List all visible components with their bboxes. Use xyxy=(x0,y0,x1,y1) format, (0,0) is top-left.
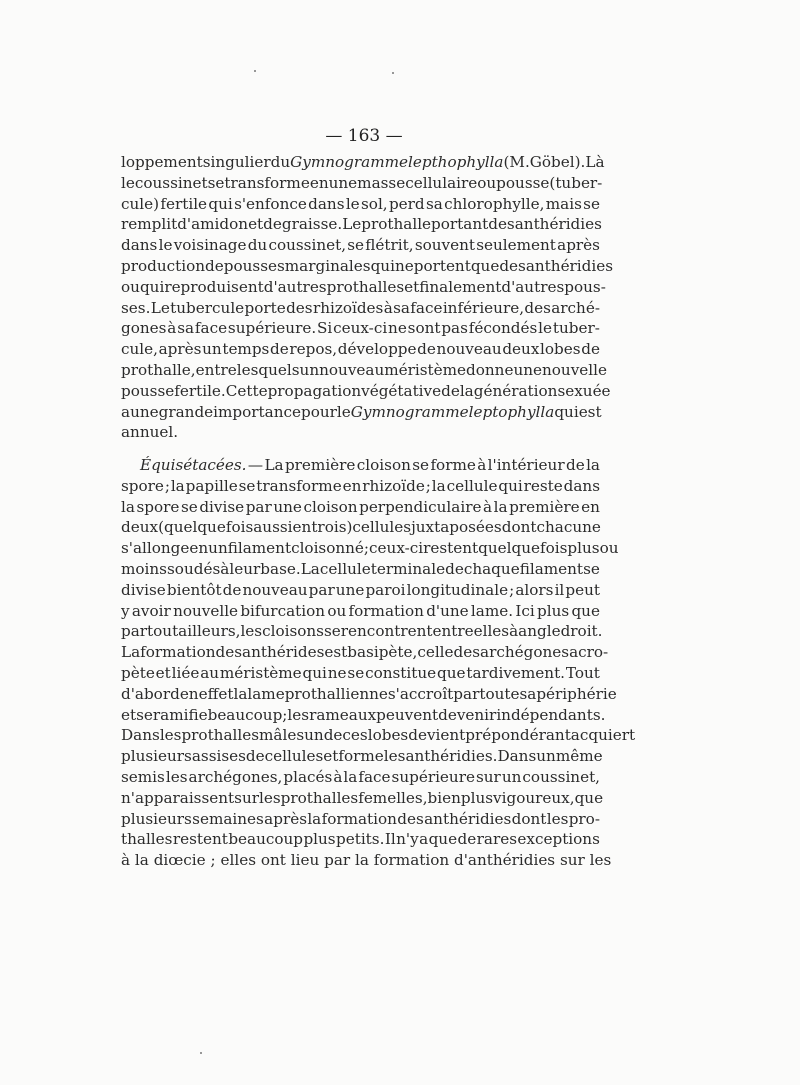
text-line: cule, après un temps de repos, développe de nouveau deux lobes de xyxy=(121,340,600,359)
text-line: la spore se divise par une cloison perpendiculaire à la première en xyxy=(121,497,600,516)
text-line: partout ailleurs, les cloisons se rencontrent entre elles à angle droit. xyxy=(121,622,603,641)
scan-speck xyxy=(254,70,256,72)
text-line: production de pousses marginales qui ne portent que des anthéridies xyxy=(121,256,614,275)
text-line: à la diœcie ; elles ont lieu par la formation d'anthéridies sur les xyxy=(121,851,612,870)
text-line: moins soudés à leur base. La cellule terminale de chaque filament se xyxy=(121,559,600,578)
scan-speck xyxy=(200,1052,202,1054)
text-line: divise bientôt de nouveau par une paroi longitudinale ; alors il peut xyxy=(121,580,600,599)
text-line: pète et liée au méristème qui ne se constitue que tardivement. Tout xyxy=(121,663,600,682)
text-line: prothalle, entre lesquels un nouveau méristème donne une nouvelle xyxy=(121,360,607,379)
text-line: thalles restent beaucoup plus petits. Il n'y a que de rares exceptions xyxy=(121,830,600,849)
text-line: ou qui reproduisent d'autres prothalles et finalement d'autres pous- xyxy=(121,277,606,296)
text-line: cule) fertile qui s'enfonce dans le sol, perd sa chlorophylle, mais se xyxy=(121,194,600,213)
text-line: semis les archégones, placés à la face supérieure sur un coussinet, xyxy=(121,767,600,786)
text-line: dans le voisinage du coussinet, se flétrit, souvent seulement après xyxy=(121,236,600,255)
text-line: plusieurs semaines après la formation des anthéridies dont les pro- xyxy=(121,809,600,828)
text-line: a une grande importance pour le Gymnogramme leptophylla qui est xyxy=(121,402,602,421)
text-line: s'allonge en un filament cloisonné ; ceux-ci restent quelquefois plus ou xyxy=(121,539,619,558)
text-line: d'abord en effet la lame prothallienne s'accroît par toute sa périphérie xyxy=(121,684,617,703)
text-line: n'apparaissent sur les prothalles femelles, bien plus vigoureux, que xyxy=(121,788,604,807)
text-line: La formation des anthérides est basipète, celle des archégones acro- xyxy=(121,643,609,662)
page-number: — 163 — xyxy=(325,126,403,146)
paragraph-gymnogramme xyxy=(121,152,614,443)
text-line: spore ; la papille se transforme en rhizoïde ; la cellule qui reste dans xyxy=(121,476,600,495)
text-line: plusieurs assises de cellules et forme les anthéridies. Dans un même xyxy=(121,747,603,766)
text-line: y avoir nouvelle bifurcation ou formation d'une lame. Ici plus que xyxy=(121,601,600,620)
text-line: le coussinet se transforme en une masse cellulaire ou pousse (tuber- xyxy=(121,173,603,192)
text-line: loppement singulier du Gymnogramme lepthophylla (M. Göbel). Là xyxy=(121,153,605,171)
text-line: annuel. xyxy=(121,423,179,442)
text-line: pousse fertile. Cette propagation végétative de la génération sexuée xyxy=(121,381,611,400)
text-line: deux (quelquefois aussi en trois) cellules juxtaposées dont chacune xyxy=(121,518,601,537)
scan-speck xyxy=(392,72,394,74)
text-line: et se ramifie beaucoup ; les rameaux peuvent devenir indépendants. xyxy=(121,705,606,724)
text-line: gones à sa face supérieure. Si ceux-ci ne sont pas fécondés le tuber- xyxy=(121,319,600,338)
text-line: Dans les prothalles mâles un de ces lobes devient prépondérant acquiert xyxy=(121,726,636,745)
text-line: ses. Le tubercule porte des rhizoïdes à sa face inférieure, des arché- xyxy=(121,298,600,317)
paragraph-equisetacees xyxy=(121,455,636,871)
text-line: Équisétacées. — La première cloison se forme à l'intérieur de la xyxy=(140,456,600,474)
text-line: remplit d'amidon et de graisse. Le prothalle portant des anthéridies xyxy=(121,215,602,234)
